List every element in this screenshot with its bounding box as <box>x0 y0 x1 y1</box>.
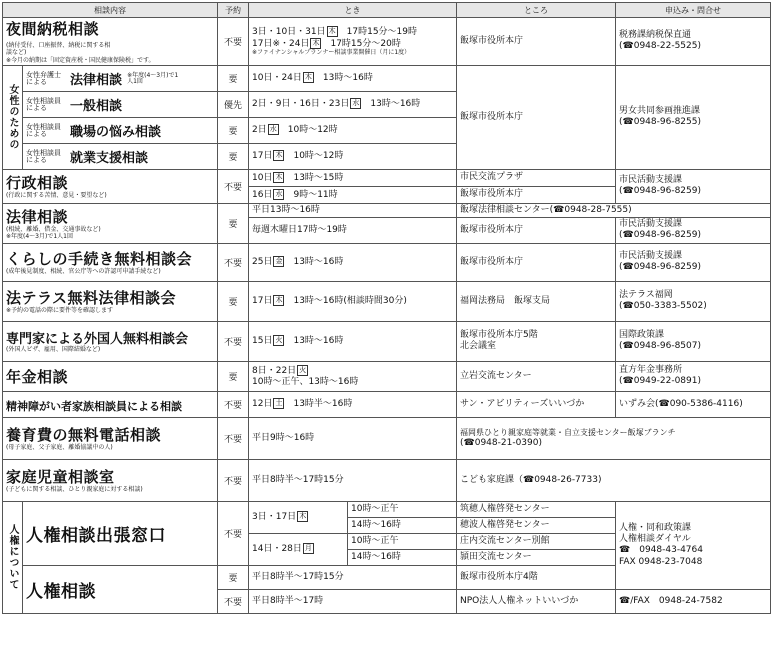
pension-time: 8日・22日 火 10時～正午、13時～16時 <box>249 361 457 391</box>
human-slot-4: 14時～16時 <box>348 549 457 565</box>
foreign-cell: 専門家による外国人無料相談会 (外国人ビザ、雇用、国際結婚など) <box>3 321 218 361</box>
row-pension <box>3 361 771 391</box>
human-contact: 人権・同和政策課 人権相談ダイヤル ☎ 0948-43-4764 FAX 0948-23-7048 <box>616 501 771 589</box>
header-row <box>3 3 771 18</box>
mental-res: 不要 <box>218 391 249 417</box>
mental-time: 12日 土 13時半～16時 <box>249 391 457 417</box>
row-houterasu <box>3 281 771 321</box>
foreign-place: 飯塚市役所本庁5階 北会議室 <box>457 321 616 361</box>
human-consult-place-2: NPO法人人権ネットいいづか <box>457 589 616 613</box>
family-res: 不要 <box>218 459 249 501</box>
tax-time: 3日・10日・31日 木 17時15分～19時 17日※・24日 木 17時15分～20時 ※ファイナンシャルプランナー相談事業開催日（月に1度） <box>249 18 457 66</box>
houterasu-res: 要 <box>218 281 249 321</box>
header-time: とき <box>249 3 457 18</box>
support-cell: 養育費の無料電話相談 (母子家庭、父子家庭、離婚協議中の人) <box>3 417 218 459</box>
tax-title: 夜間納税相談 <box>6 20 100 38</box>
life-place: 飯塚市役所本庁 <box>457 243 616 281</box>
family-cell: 家庭児童相談室 (子どもに関する相談、ひとり親家庭に対する相談) <box>3 459 218 501</box>
human-place-1: 筑穂人権啓発センター <box>457 501 616 517</box>
pension-place: 立岩交流センター <box>457 361 616 391</box>
human-consult-time-1: 平日8時半～17時15分 <box>249 565 457 589</box>
phone-icon: ☎ <box>619 595 631 606</box>
tax-place: 飯塚市役所本庁 <box>457 18 616 66</box>
admin-res: 不要 <box>218 169 249 203</box>
family-time: 平日8時半～17時15分 <box>249 459 457 501</box>
law-contact: 市民活動支援課 (☎0948-96-8259) <box>616 217 771 243</box>
human-date-2: 14日・28日 月 <box>249 533 348 565</box>
law-res: 要 <box>218 203 249 243</box>
tax-time-note: ※ファイナンシャルプランナー相談事業開催日（月に1度） <box>252 49 411 57</box>
human-place-2: 穂波人権啓発センター <box>457 517 616 533</box>
tax-contact: 税務課納税保直通 (☎0948-22-5525) <box>616 18 771 66</box>
human-slot-3: 10時～正午 <box>348 533 457 549</box>
human-consult-time-2: 平日8時半～17時 <box>249 589 457 613</box>
law-time-2: 毎週木曜日17時～19時 <box>249 217 457 243</box>
row-foreign <box>3 321 771 361</box>
pension-contact: 直方年金事務所 (☎0949-22-0891) <box>616 361 771 391</box>
women-employ-res: 要 <box>218 143 249 169</box>
header-contact: 申込み・問合せ <box>616 3 771 18</box>
row-human-1 <box>3 501 771 517</box>
admin-place-1: 市民交流プラザ <box>457 169 616 186</box>
women-legal-res: 要 <box>218 65 249 91</box>
human-fax-contact: ☎/FAX 0948-24-7582 <box>616 589 771 613</box>
tax-res: 不要 <box>218 18 249 66</box>
life-time: 25日 金 13時～16時 <box>249 243 457 281</box>
consultation-table <box>2 2 771 614</box>
women-general-cell: 女性相談員による 一般相談 <box>23 91 218 117</box>
women-general-time: 2日・9日・16日・23日 水 13時～16時 <box>249 91 457 117</box>
women-group-label: 女性のための <box>3 65 23 169</box>
support-time: 平日9時～16時 <box>249 417 457 459</box>
foreign-contact: 国際政策課 (☎0948-96-8507) <box>616 321 771 361</box>
human-consult-place-1: 飯塚市役所本庁4階 <box>457 565 616 589</box>
row-life <box>3 243 771 281</box>
admin-cell: 行政相談 (行政に関する苦情、意見・要望など) <box>3 169 218 203</box>
women-work-time: 2日 水 10時～12時 <box>249 117 457 143</box>
header-reservation: 予約 <box>218 3 249 18</box>
row-mental <box>3 391 771 417</box>
row-women-legal <box>3 65 771 91</box>
human-consult-cell: 人権相談 <box>23 565 218 613</box>
life-cell: くらしの手続き無料相談会 (成年後見制度、相続、官公庁等への許認可申請手続など) <box>3 243 218 281</box>
human-outreach-res: 不要 <box>218 501 249 565</box>
pension-cell: 年金相談 <box>3 361 218 391</box>
admin-time-2: 16日 水 9時～11時 <box>249 186 457 203</box>
human-consult-res-2: 不要 <box>218 589 249 613</box>
houterasu-contact: 法テラス福岡 (☎050-3383-5502) <box>616 281 771 321</box>
row-tax <box>3 18 771 66</box>
support-res: 不要 <box>218 417 249 459</box>
human-date-1: 3日・17日 木 <box>249 501 348 533</box>
houterasu-cell: 法テラス無料法律相談会 ※予約の電話の際に要件等を確認します <box>3 281 218 321</box>
row-admin-1 <box>3 169 771 186</box>
life-res: 不要 <box>218 243 249 281</box>
mental-cell: 精神障がい者家族相談員による相談 <box>3 391 218 417</box>
law-time-1: 平日13時～16時 <box>249 203 457 217</box>
foreign-time: 15日 火 13時～16時 <box>249 321 457 361</box>
women-employ-cell: 女性相談員による 就業支援相談 <box>23 143 218 169</box>
houterasu-time: 17日 木 13時～16時(相談時間30分) <box>249 281 457 321</box>
row-support <box>3 417 771 459</box>
foreign-res: 不要 <box>218 321 249 361</box>
pension-res: 要 <box>218 361 249 391</box>
phone-icon: ☎ <box>619 545 631 556</box>
houterasu-place: 福岡法務局 飯塚支局 <box>457 281 616 321</box>
human-place-3: 庄内交流センター別館 <box>457 533 616 549</box>
law-place-1: 飯塚法律相談センター(☎0948-28-7555) <box>457 203 771 217</box>
women-general-res: 優先 <box>218 91 249 117</box>
women-work-cell: 女性相談員による 職場の悩み相談 <box>23 117 218 143</box>
mental-contact: いずみ会(☎090-5386-4116) <box>616 391 771 417</box>
row-law-1 <box>3 203 771 217</box>
human-slot-1: 10時～正午 <box>348 501 457 517</box>
human-group-label: 人権について <box>3 501 23 613</box>
women-legal-cell: 女性弁護士による 法律相談 ※年度(4～3月)で1人1回 <box>23 65 218 91</box>
women-contact: 男女共同参画推進課 (☎0948-96-8255) <box>616 65 771 169</box>
admin-time-1: 10日 木 13時～15時 <box>249 169 457 186</box>
human-place-4: 頴田交流センター <box>457 549 616 565</box>
women-employ-time: 17日 木 10時～12時 <box>249 143 457 169</box>
law-place-2: 飯塚市役所本庁 <box>457 217 616 243</box>
tax-note2: ※今月の納期は「固定資産税・国民健康保険税」です。 <box>6 57 155 64</box>
row-family <box>3 459 771 501</box>
tax-cell <box>3 18 218 66</box>
tax-note: (納付受付、口座振替、納税に関する相談など) <box>6 41 111 56</box>
mental-place: サン・アビリティーズいいづか <box>457 391 616 417</box>
law-cell: 法律相談 (相続、離婚、借金、交通事故など) ※年度(4～3月)で1人1回 <box>3 203 218 243</box>
human-slot-2: 14時～16時 <box>348 517 457 533</box>
human-outreach-cell: 人権相談出張窓口 <box>23 501 218 565</box>
women-legal-time: 10日・24日 木 13時～16時 <box>249 65 457 91</box>
human-consult-res-1: 要 <box>218 565 249 589</box>
header-place: ところ <box>457 3 616 18</box>
admin-place-2: 飯塚市役所本庁 <box>457 186 616 203</box>
life-contact: 市民活動支援課 (☎0948-96-8259) <box>616 243 771 281</box>
family-place: こども家庭課（☎0948-26-7733) <box>457 459 771 501</box>
support-place: 福岡県ひとり親家庭等就業・自立支援センター飯塚ブランチ (☎0948-21-0390) <box>457 417 771 459</box>
women-work-res: 要 <box>218 117 249 143</box>
admin-contact: 市民活動支援課 (☎0948-96-8259) <box>616 169 771 203</box>
women-place: 飯塚市役所本庁 <box>457 65 616 169</box>
header-content: 相談内容 <box>3 3 218 18</box>
